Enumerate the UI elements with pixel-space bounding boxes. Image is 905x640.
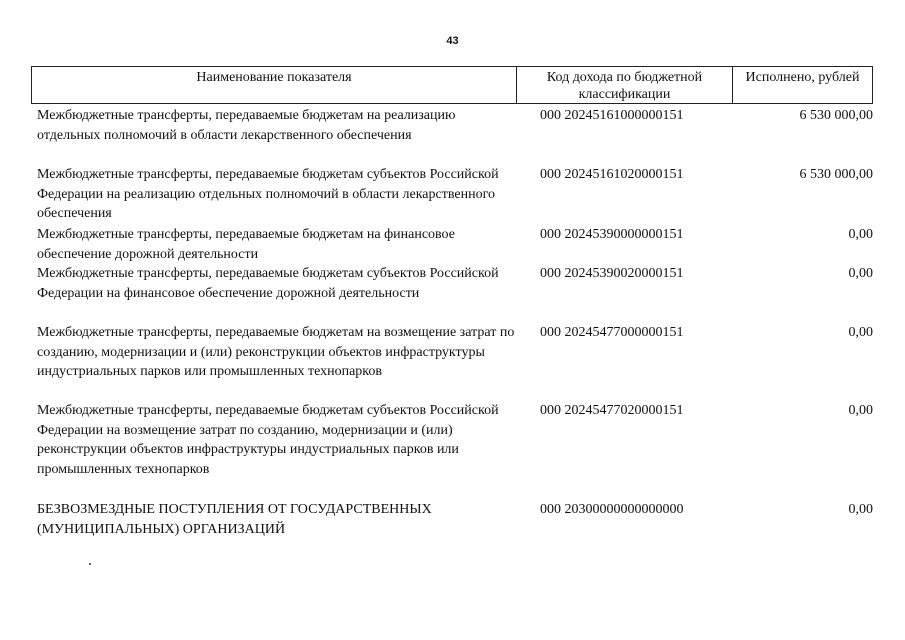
row-name: Межбюджетные трансферты, передаваемые бюджетам субъектов Российской Федерации на реализацию отдельных полномочий в области лекарственного обеспечения <box>37 167 499 221</box>
row-value: 0,00 <box>848 403 873 418</box>
row-code: 000 20245390000000151 <box>540 227 684 242</box>
column-header-name: Наименование показателя <box>32 67 517 103</box>
row-value: 0,00 <box>848 325 873 340</box>
row-value: 6 530 000,00 <box>799 167 873 182</box>
row-name: Межбюджетные трансферты, передаваемые бюджетам на реализацию отдельных полномочий в области лекарственного обеспечения <box>37 108 456 143</box>
row-code: 000 20245477020000151 <box>540 403 684 418</box>
row-value: 6 530 000,00 <box>799 108 873 123</box>
scan-speck <box>89 563 91 565</box>
row-value: 0,00 <box>848 266 873 281</box>
page-number: 43 <box>446 35 459 47</box>
row-name: Межбюджетные трансферты, передаваемые бюджетам на финансовое обеспечение дорожной деятельности <box>37 227 455 262</box>
row-code: 000 20245390020000151 <box>540 266 684 281</box>
table-header <box>31 66 873 104</box>
row-code: 000 20245161000000151 <box>540 108 684 123</box>
column-header-value: Исполнено, рублей <box>745 70 860 85</box>
row-code: 000 20245477000000151 <box>540 325 684 340</box>
row-code: 000 20245161020000151 <box>540 167 684 182</box>
column-header-code: Код дохода по бюджетной классификации <box>517 67 733 103</box>
row-value: 0,00 <box>848 227 873 242</box>
row-name: Межбюджетные трансферты, передаваемые бюджетам субъектов Российской Федерации на финансовое обеспечение дорожной деятельности <box>37 266 499 301</box>
row-name: Межбюджетные трансферты, передаваемые бюджетам субъектов Российской Федерации на возмещение затрат по созданию, модернизации и (или) реконструкции объектов инфраструктуры индустриальных парков или промышленных технопарков <box>37 403 499 477</box>
row-name: Межбюджетные трансферты, передаваемые бюджетам на возмещение затрат по созданию, модернизации и (или) реконструкции объектов инфраструктуры индустриальных парков или промышленных технопарков <box>37 325 515 379</box>
row-name: БЕЗВОЗМЕЗДНЫЕ ПОСТУПЛЕНИЯ ОТ ГОСУДАРСТВЕННЫХ (МУНИЦИПАЛЬНЫХ) ОРГАНИЗАЦИЙ <box>37 502 432 537</box>
row-code: 000 20300000000000000 <box>540 502 684 517</box>
row-value: 0,00 <box>848 502 873 517</box>
